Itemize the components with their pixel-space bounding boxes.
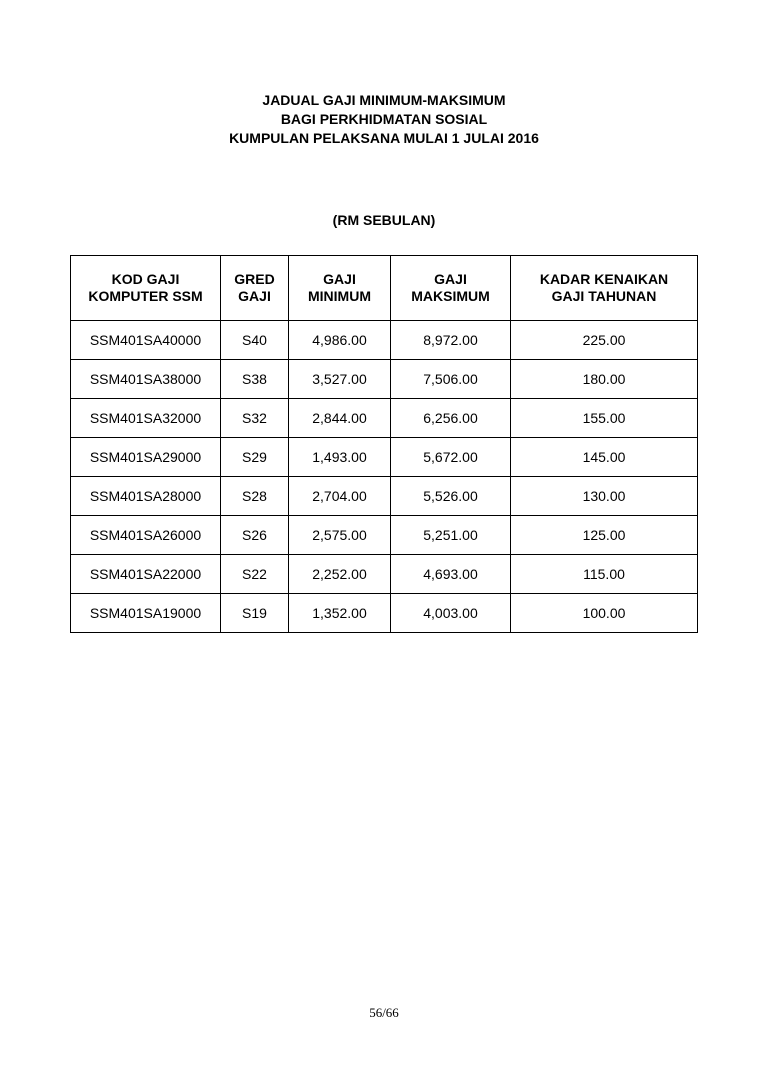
cell-gaji-minimum: 3,527.00 — [289, 360, 391, 399]
unit-label: (RM SEBULAN) — [332, 212, 436, 228]
table-header-row — [71, 256, 698, 321]
cell-kadar-kenaikan: 145.00 — [511, 438, 698, 477]
table-row — [71, 516, 698, 555]
cell-kadar-kenaikan: 155.00 — [511, 399, 698, 438]
cell-kadar-kenaikan: 125.00 — [511, 516, 698, 555]
cell-gaji-maksimum: 4,003.00 — [391, 594, 511, 633]
header-line: GAJI — [434, 271, 467, 287]
table-row — [71, 360, 698, 399]
cell-gred: S40 — [221, 321, 289, 360]
cell-gaji-maksimum: 4,693.00 — [391, 555, 511, 594]
table-row — [71, 555, 698, 594]
cell-gaji-maksimum: 8,972.00 — [391, 321, 511, 360]
header-line: GRED — [234, 271, 275, 287]
cell-gaji-maksimum: 7,506.00 — [391, 360, 511, 399]
cell-kadar-kenaikan: 225.00 — [511, 321, 698, 360]
salary-table — [70, 255, 698, 633]
cell-gaji-minimum: 2,844.00 — [289, 399, 391, 438]
cell-gred: S26 — [221, 516, 289, 555]
cell-kadar-kenaikan: 115.00 — [511, 555, 698, 594]
cell-gaji-minimum: 2,252.00 — [289, 555, 391, 594]
header-line: GAJI TAHUNAN — [551, 288, 657, 304]
cell-gred: S19 — [221, 594, 289, 633]
header-line: MAKSIMUM — [411, 288, 490, 304]
header-line: KOD GAJI — [111, 271, 180, 287]
header-gred-gaji — [221, 256, 289, 321]
cell-kod-gaji: SSM401SA26000 — [71, 516, 221, 555]
cell-kod-gaji: SSM401SA29000 — [71, 438, 221, 477]
header-line: KOMPUTER SSM — [88, 288, 203, 304]
table-row — [71, 477, 698, 516]
header-line: MINIMUM — [308, 288, 371, 304]
title-line-1: JADUAL GAJI MINIMUM-MAKSIMUM — [262, 92, 506, 108]
header-kod-gaji — [71, 256, 221, 321]
cell-gaji-minimum: 4,986.00 — [289, 321, 391, 360]
header-line: GAJI — [323, 271, 356, 287]
cell-gaji-maksimum: 5,526.00 — [391, 477, 511, 516]
header-line: KADAR KENAIKAN — [539, 271, 669, 287]
header-kadar-kenaikan — [511, 256, 698, 321]
header-line: GAJI — [238, 288, 271, 304]
cell-kod-gaji: SSM401SA32000 — [71, 399, 221, 438]
cell-kod-gaji: SSM401SA22000 — [71, 555, 221, 594]
header-gaji-maksimum — [391, 256, 511, 321]
cell-kadar-kenaikan: 100.00 — [511, 594, 698, 633]
table-row — [71, 438, 698, 477]
table-row — [71, 399, 698, 438]
header-gaji-minimum — [289, 256, 391, 321]
cell-gaji-maksimum: 6,256.00 — [391, 399, 511, 438]
cell-gred: S29 — [221, 438, 289, 477]
cell-gaji-minimum: 1,352.00 — [289, 594, 391, 633]
cell-kod-gaji: SSM401SA40000 — [71, 321, 221, 360]
cell-gaji-maksimum: 5,251.00 — [391, 516, 511, 555]
table-row — [71, 594, 698, 633]
title-line-2: BAGI PERKHIDMATAN SOSIAL — [280, 111, 488, 127]
cell-kod-gaji: SSM401SA38000 — [71, 360, 221, 399]
cell-kadar-kenaikan: 180.00 — [511, 360, 698, 399]
table-row — [71, 321, 698, 360]
cell-kod-gaji: SSM401SA19000 — [71, 594, 221, 633]
cell-gaji-maksimum: 5,672.00 — [391, 438, 511, 477]
cell-gred: S22 — [221, 555, 289, 594]
cell-gaji-minimum: 2,704.00 — [289, 477, 391, 516]
cell-gred: S28 — [221, 477, 289, 516]
cell-kod-gaji: SSM401SA28000 — [71, 477, 221, 516]
cell-gaji-minimum: 2,575.00 — [289, 516, 391, 555]
cell-gaji-minimum: 1,493.00 — [289, 438, 391, 477]
cell-kadar-kenaikan: 130.00 — [511, 477, 698, 516]
page-number: 56/66 — [369, 1005, 399, 1020]
cell-gred: S38 — [221, 360, 289, 399]
title-line-3: KUMPULAN PELAKSANA MULAI 1 JULAI 2016 — [229, 130, 539, 146]
cell-gred: S32 — [221, 399, 289, 438]
